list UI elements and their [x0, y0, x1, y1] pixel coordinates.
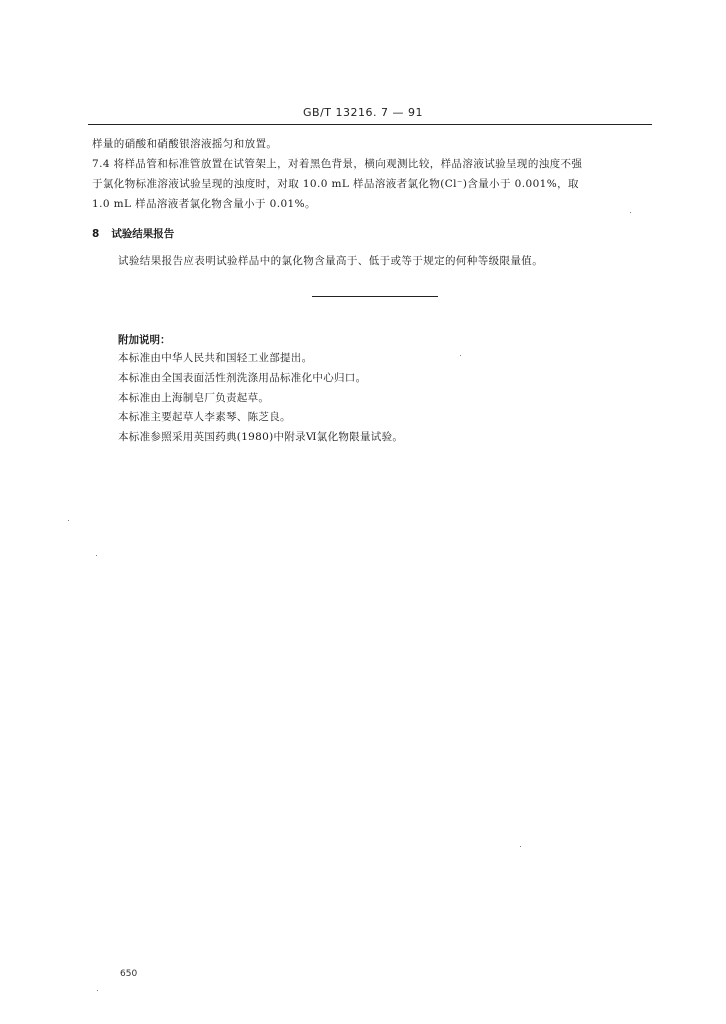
standard-number-header: GB/T 13216. 7 — 91 — [303, 106, 423, 119]
section-body: 试验结果报告应表明试验样品中的氯化物含量高于、低于或等于规定的何种等级限量值。 — [118, 255, 544, 267]
paragraph-line: 于氯化物标准溶液试验呈现的浊度时，对取 10.0 mL 样品溶液者氯化物(Cl⁻)含量小于 0.001%，取 — [92, 178, 579, 190]
scan-speck — [520, 846, 521, 847]
section-title: 试验结果报告 — [111, 228, 175, 240]
note-item: 本标准由上海制皂厂负责起草。 — [118, 392, 270, 404]
scan-speck — [630, 212, 631, 213]
scan-speck — [68, 520, 69, 521]
section-number: 8 — [92, 228, 100, 240]
header-rule — [88, 124, 652, 125]
scan-speck — [96, 555, 97, 556]
end-divider — [312, 296, 438, 297]
note-item: 本标准主要起草人李素琴、陈芝良。 — [118, 411, 291, 423]
scan-speck — [97, 990, 98, 991]
paragraph-line: 样量的硝酸和硝酸银溶液摇匀和放置。 — [92, 138, 278, 150]
paragraph-line: 7.4 将样品管和标准管放置在试管架上，对着黑色背景，横向观测比较，样品溶液试验呈现的浊度不强 — [92, 158, 583, 170]
note-item: 本标准由全国表面活性剂洗涤用品标准化中心归口。 — [118, 372, 367, 384]
note-item: 本标准由中华人民共和国轻工业部提出。 — [118, 352, 313, 364]
scan-speck — [460, 355, 461, 356]
note-item: 本标准参照采用英国药典(1980)中附录Ⅵ氯化物限量试验。 — [118, 431, 404, 443]
section-heading — [92, 226, 174, 241]
notes-title: 附加说明： — [118, 334, 171, 346]
paragraph-line: 1.0 mL 样品溶液者氯化物含量小于 0.01%。 — [92, 198, 316, 210]
page-number: 650 — [120, 969, 138, 979]
